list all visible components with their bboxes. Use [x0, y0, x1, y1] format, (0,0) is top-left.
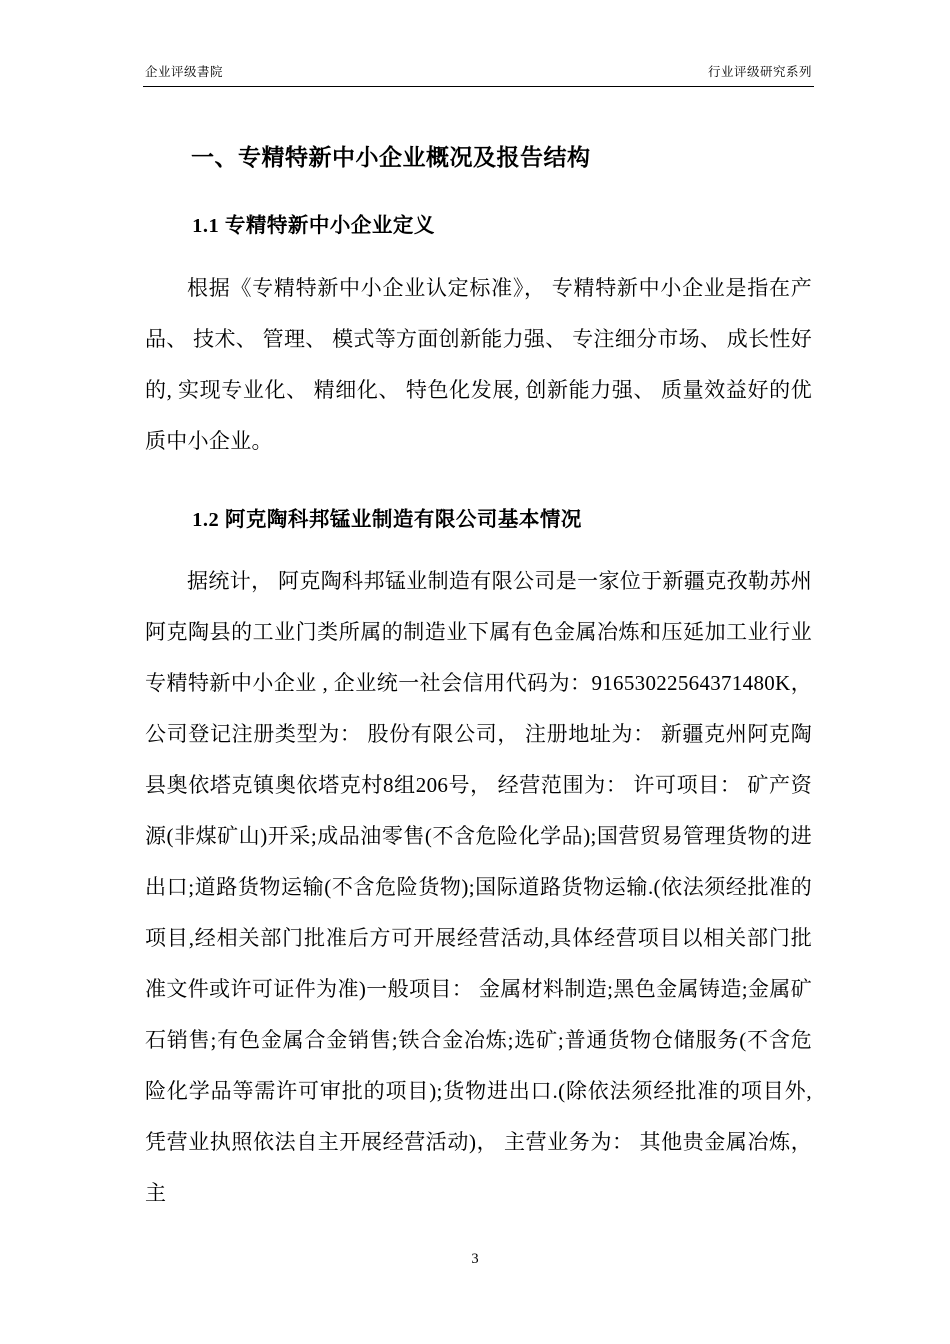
subsection-title-1-2: 1.2 阿克陶科邦锰业制造有限公司基本情况	[192, 508, 582, 531]
header-left-text: 企业评级書院	[145, 65, 224, 79]
header-divider	[143, 86, 814, 87]
header-right-text: 行业评级研究系列	[707, 65, 812, 79]
page-number: 3	[471, 1251, 479, 1267]
document-content	[145, 96, 812, 1219]
subsection-title-1-1: 1.1 专精特新中小企业定义	[192, 215, 435, 238]
paragraph-company-basic-info: 据统计， 阿克陶科邦锰业制造有限公司是一家位于新疆克孜勒苏州阿克陶县的工业门类所属的制造业下属有色金属冶炼和压延加工业行业专精特新中小企业 , 企业统一社会信用代码为：91653022564371480K， 公司登记注册类型为： 股份有限公司， 注册地址为： 新疆克州阿克陶县奥依塔克镇奥依塔克村8组206号， 经营范围为： 许可项目： 矿产资源(非煤矿山)开采;成品油零售(不含危险化学品);国营贸易管理货物的进出口;道路货物运输(不含危险货物);国际道路货物运输.(依法须经批准的项目,经相关部门批准后方可开展经营活动,具体经营项目以相关部门批准文件或许可证件为准)一般项目： 金属材料制造;黑色金属铸造;金属矿石销售;有色金属合金销售;铁合金冶炼;选矿;普通货物仓储服务(不含危险化学品等需许可审批的项目);货物进出口.(除依法须经批准的项目外,凭营业执照依法自主开展经营活动)， 主营业务为： 其他贵金属冶炼， 主	[145, 569, 812, 1206]
paragraph-definition: 根据《专精特新中小企业认定标准》， 专精特新中小企业是指在产品、 技术、 管理、 模式等方面创新能力强、 专注细分市场、 成长性好的, 实现专业化、 精细化、 特色化发展, 创新能力强、 质量效益好的优质中小企业。	[145, 275, 812, 453]
page-header	[145, 62, 812, 80]
section-title: 一、专精特新中小企业概况及报告结构	[191, 145, 591, 170]
page-footer	[0, 1251, 950, 1268]
